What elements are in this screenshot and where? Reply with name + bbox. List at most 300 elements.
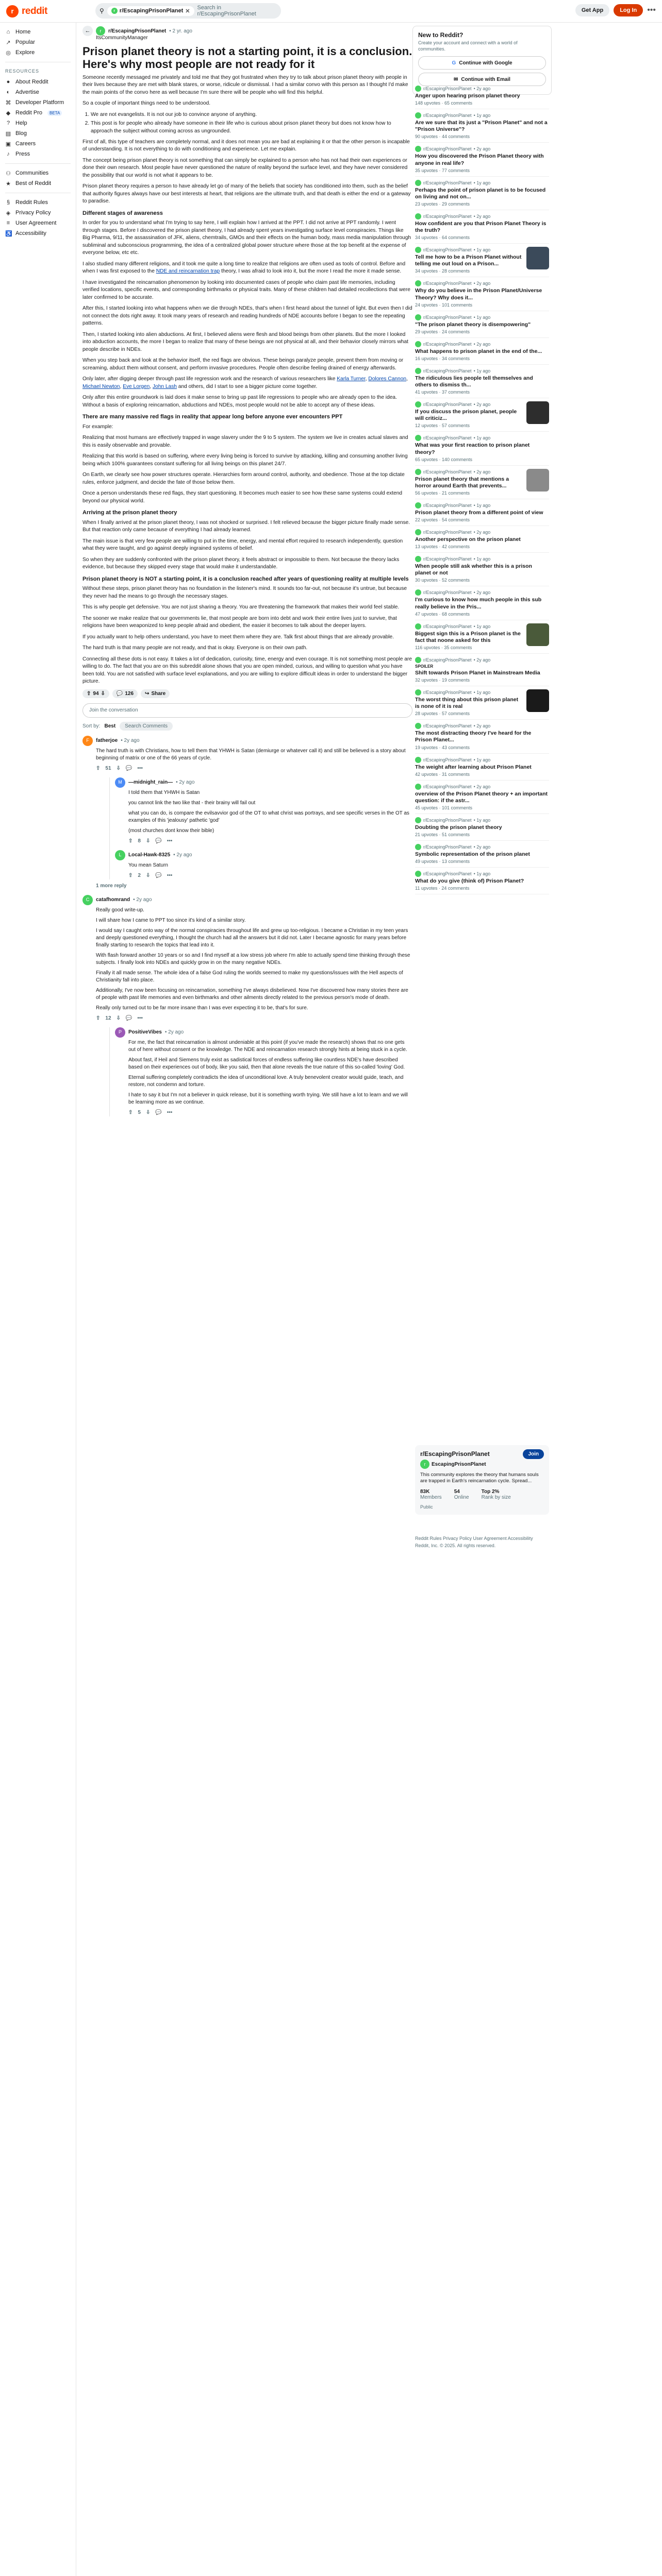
- comment-paragraph: Eternal suffering completely contradicts the idea of unconditional love. A truly benevolent creator would guide, teach, and restore, not condemn and torture.: [128, 1074, 404, 1088]
- post-body: [82, 74, 412, 686]
- related-post[interactable]: [415, 754, 549, 781]
- post-column: [82, 23, 412, 1118]
- related-post-sub: r/EscapingPrisonPlanet • 1y ago: [415, 180, 549, 186]
- related-post[interactable]: [415, 526, 549, 553]
- upvote-icon[interactable]: ⇧: [128, 1109, 133, 1115]
- related-post-title: Anger upon hearing prison planet theory: [415, 93, 520, 99]
- related-post-thumbnail: [526, 689, 549, 712]
- related-post-title: Doubting the prison planet theory: [415, 824, 502, 831]
- related-post-sub: r/EscapingPrisonPlanet • 1y ago: [415, 314, 549, 320]
- comment-body: [96, 748, 412, 890]
- book-icon: ▤: [5, 130, 11, 137]
- related-post-sub: r/EscapingPrisonPlanet • 2y ago: [415, 86, 549, 92]
- related-post[interactable]: [415, 686, 549, 720]
- join-conversation-input[interactable]: Join the conversation: [82, 703, 412, 718]
- share-button[interactable]: ↪ Share: [141, 689, 170, 698]
- related-post[interactable]: [415, 82, 549, 109]
- comment-header: [82, 736, 412, 746]
- related-post-sub: r/EscapingPrisonPlanet • 2y ago: [415, 146, 549, 152]
- related-post-title: "The prison planet theory is disempowering": [415, 321, 531, 328]
- comment-actions: ⇧ 12 ⇩ 💬 •••: [96, 1015, 143, 1021]
- community-name[interactable]: r/EscapingPrisonPlanet: [420, 1450, 490, 1458]
- share-icon: ↪: [145, 690, 150, 697]
- related-post-text: [415, 341, 549, 361]
- more-options-icon[interactable]: •••: [137, 765, 143, 771]
- related-post[interactable]: [415, 244, 549, 277]
- more-options-icon[interactable]: •••: [137, 1015, 143, 1021]
- more-options-icon[interactable]: •••: [167, 1109, 173, 1115]
- related-post[interactable]: [415, 210, 549, 244]
- downvote-icon[interactable]: ⇩: [145, 838, 151, 844]
- related-post-thumbnail: [526, 247, 549, 269]
- related-posts: [415, 82, 549, 894]
- related-post-title: When people still ask whether this is a prison planet or not: [415, 563, 532, 577]
- community-icon: [415, 689, 421, 696]
- related-post-text: [415, 502, 549, 522]
- avatar[interactable]: F: [82, 736, 93, 746]
- reddit-wordmark: reddit: [22, 5, 47, 16]
- nav-rules[interactable]: § Reddit Rules: [5, 197, 71, 208]
- join-button[interactable]: Join: [523, 1449, 544, 1459]
- related-post[interactable]: [415, 586, 549, 620]
- comments-button[interactable]: 💬 126: [112, 689, 138, 698]
- avatar[interactable]: P: [115, 1027, 125, 1038]
- related-post-title: The worst thing about this prison planet is none of it is real: [415, 697, 519, 710]
- comment-time: • 2y ago: [121, 737, 140, 743]
- related-post-meta: 90 upvotes · 44 comments: [415, 134, 470, 140]
- related-post[interactable]: [415, 720, 549, 753]
- related-post-meta: 65 upvotes · 140 comments: [415, 456, 473, 462]
- related-post-title: Why do you believe in the Prison Planet/Universe Theory? Why does it...: [415, 287, 542, 301]
- rules-icon: §: [6, 199, 10, 206]
- mic-icon: ♪: [7, 151, 10, 157]
- comment-paragraph: you cannot link the two like that - their brainy will fail out: [128, 800, 256, 806]
- nav-accessibility[interactable]: ♿ Accessibility: [5, 230, 46, 237]
- comment-paragraph: (most churches dont know their bible): [128, 827, 214, 834]
- google-icon: G: [452, 60, 456, 66]
- comment-author[interactable]: catafhomrand: [96, 896, 130, 903]
- related-post-sub: r/EscapingPrisonPlanet • 2y ago: [415, 341, 549, 347]
- top-bar: [0, 0, 662, 23]
- star-icon: ★: [6, 180, 11, 187]
- community-icon: r: [111, 8, 118, 14]
- related-post-sub: r/EscapingPrisonPlanet • 2y ago: [415, 844, 549, 850]
- pro-icon: ◆: [6, 110, 11, 116]
- community-icon: [415, 871, 421, 877]
- paragraph: If you actually want to help others understand, you have to meet them where they are. Talk first about things that are already provable.: [82, 634, 394, 640]
- comment-paragraph: Really only turned out to be far more insane than I was ever expecting it to be, that's for sure.: [96, 1005, 308, 1011]
- communities-icon: ⚇: [6, 170, 11, 177]
- related-post-text: [415, 784, 549, 810]
- community-icon: [415, 280, 421, 286]
- right-footer: Reddit Rules Privacy Policy User Agreement Accessibility Reddit, Inc. © 2025. All rights reserved.: [415, 1536, 533, 1548]
- comment-actions: ⇧ 51 ⇩ 💬 •••: [96, 765, 143, 771]
- community-icon: r: [96, 26, 105, 36]
- briefcase-icon: ▣: [5, 141, 11, 147]
- paragraph: The main issue is that very few people are willing to put in the time, energy, and mental effort required to research independently, question what they were taught, and go against deeply ingrained systems of belief.: [82, 538, 403, 552]
- nav-developer[interactable]: ⌘ Developer Platform: [5, 99, 64, 106]
- paragraph: After this, I started looking into what happens when we die through NDEs, that's when I first heard about the tunnel of light. But even then I did not connect the dots right away. It took many years of research and reading hundreds of NDE accounts before I began to see the repeating patterns.: [82, 306, 412, 327]
- community-icon: [415, 657, 421, 663]
- reply-button[interactable]: 💬: [125, 765, 133, 771]
- signup-subtitle: Create your account and connect with a world of communities.: [418, 40, 518, 52]
- related-post-meta: 30 upvotes · 52 comments: [415, 578, 470, 583]
- related-post[interactable]: [415, 499, 549, 526]
- related-post-text: [415, 86, 549, 106]
- comment-paragraph: Additionally, I've now been focusing on reincarnation, something I've always disbelieved. Now I've discovered how many stories there are of people with past life memories and even birthmarks and other ailments directly related to the previous person's mode of death.: [96, 987, 408, 1001]
- related-post-sub: r/EscapingPrisonPlanet • 1y ago: [415, 435, 549, 441]
- community-icon: [415, 502, 421, 509]
- reply-button[interactable]: 💬: [125, 1015, 133, 1021]
- related-post-title: The most distracting theory I've heard for the Prison Planet...: [415, 730, 532, 743]
- paragraph: When I finally arrived at the prison planet theory, I was not shocked or surprised. I felt relieved because the bigger picture finally made sense. But that reaction only came because of everything I had already learned.: [82, 519, 410, 533]
- nav-blog[interactable]: ▤ Blog: [5, 130, 27, 137]
- researcher-link[interactable]: Karla Turner: [337, 376, 366, 382]
- related-post-sub: r/EscapingPrisonPlanet • 1y ago: [415, 757, 549, 763]
- related-post-text: [415, 657, 549, 683]
- comment: [115, 777, 412, 845]
- sort-dropdown[interactable]: Best: [104, 723, 116, 729]
- comment-paragraph: Really good write-up.: [96, 907, 144, 913]
- get-app-button[interactable]: Get App: [575, 4, 609, 16]
- more-options-icon[interactable]: •••: [647, 6, 656, 14]
- related-post[interactable]: [415, 277, 549, 311]
- comment-body: [96, 907, 412, 1116]
- community-handle-row: r EscapingPrisonPlanet: [420, 1460, 544, 1469]
- researcher-link[interactable]: Eve Lorgen: [123, 383, 150, 389]
- nav-about[interactable]: ● About Reddit: [5, 77, 71, 87]
- paragraph: On Earth, we clearly see how power structures operate. Hierarchies form around control, authority, and obedience. Those at the top dictate rules, enforce judgment, and decide the fate of those below them.: [82, 472, 405, 485]
- related-post-text: [415, 112, 549, 139]
- downvote-icon[interactable]: ⇩: [116, 1015, 121, 1021]
- reply-button[interactable]: 💬: [155, 872, 162, 878]
- researcher-link[interactable]: Dolores Cannon: [368, 376, 407, 382]
- comment-time: • 2y ago: [173, 852, 192, 858]
- comment-paragraph: Finally it all made sense. The whole idea of a false God ruling the worlds seemed to make my questions/issues with the Hell aspects of Christianity fall into place.: [96, 970, 403, 983]
- related-post-meta: 13 upvotes · 42 comments: [415, 544, 470, 550]
- related-post-meta: 12 upvotes · 57 comments: [415, 423, 470, 429]
- upvote-icon[interactable]: ⇧: [96, 1015, 101, 1021]
- list-item: 2. This post is for people who already have someone in their life who is curious about prison planet theory but does not know how to approach the subject without coming across as ungrounded.: [91, 120, 412, 135]
- comment-paragraph: I hate to say it but I'm not a believer in quick release, but it is something worth trying. We still have a lot to learn and we will be learning more as we continue.: [128, 1092, 408, 1105]
- related-post[interactable]: [415, 398, 549, 432]
- researcher-link[interactable]: Michael Newton: [82, 383, 120, 389]
- related-post[interactable]: [415, 338, 549, 365]
- community-icon: [415, 112, 421, 118]
- comment-header: [115, 777, 412, 788]
- related-post-meta: 24 upvotes · 101 comments: [415, 302, 473, 308]
- related-post-meta: 34 upvotes · 64 comments: [415, 235, 470, 241]
- nav-advertise[interactable]: ◐ Advertise: [5, 87, 71, 97]
- post-title: Prison planet theory is not a starting point, it is a conclusion. Here's why most people are not ready for it: [82, 45, 412, 71]
- post-author[interactable]: ItsCommunityManager: [96, 35, 148, 41]
- related-post-text: [415, 817, 549, 837]
- related-post-text: [415, 871, 549, 891]
- paragraph: For example:: [82, 423, 113, 430]
- reply-thread: [109, 1027, 412, 1116]
- related-post[interactable]: [415, 143, 549, 176]
- related-post[interactable]: [415, 177, 549, 210]
- community-icon: [415, 368, 421, 374]
- nav-best-of[interactable]: ★ Best of Reddit: [6, 180, 52, 187]
- numbered-list: [82, 111, 412, 135]
- community-icon: [415, 86, 421, 92]
- avatar[interactable]: L: [115, 850, 125, 860]
- google-signup-button[interactable]: G Continue with Google: [418, 56, 546, 70]
- more-replies-link[interactable]: 1 more reply: [96, 883, 127, 889]
- comment: [115, 1027, 412, 1116]
- comment-author[interactable]: —midnight_rain—: [128, 779, 173, 785]
- upvote-icon[interactable]: ⇧: [128, 838, 133, 844]
- code-icon: ⌘: [5, 99, 11, 106]
- back-button[interactable]: ←: [82, 26, 93, 36]
- section-heading: Prison planet theory is NOT a starting point, it is a conclusion reached after years of questioning reality at multiple levels: [82, 575, 409, 582]
- nav-careers[interactable]: ▣ Careers: [5, 141, 36, 147]
- related-post-title: What happens to prison planet in the end of the...: [415, 348, 542, 354]
- downvote-icon[interactable]: ⇩: [116, 765, 121, 771]
- comment-actions: ⇧ 2 ⇩ 💬 •••: [128, 872, 173, 878]
- related-post-meta: 49 upvotes · 13 comments: [415, 859, 470, 865]
- search-bar[interactable]: [95, 3, 281, 19]
- related-post-title: Prison planet theory that mentions a horror around Earth that prevents...: [415, 476, 509, 489]
- related-post-meta: 47 upvotes · 68 comments: [415, 611, 470, 617]
- related-post-title: The ridiculous lies people tell themselves and others to dismiss th...: [415, 375, 533, 388]
- community-icon: [415, 529, 421, 535]
- nav-explore[interactable]: ◎ Explore: [6, 49, 35, 56]
- related-post-title: Shift towards Prison Planet in Mainstream Media: [415, 669, 540, 676]
- beta-badge: BETA: [47, 110, 62, 116]
- login-button[interactable]: Log In: [614, 4, 643, 16]
- reddit-logo-icon: r: [6, 5, 19, 18]
- related-post[interactable]: [415, 654, 549, 686]
- resources-heading: RESOURCES: [5, 69, 40, 74]
- downvote-icon[interactable]: ⇩: [145, 1109, 151, 1115]
- document-icon: ≡: [6, 220, 10, 226]
- related-post[interactable]: [415, 781, 549, 814]
- shield-icon: ◈: [6, 210, 11, 216]
- related-post-text: [415, 556, 549, 583]
- related-post-text: [415, 623, 523, 650]
- paragraph: Only later, after digging deeper through past life regression work and the research of various researchers like Karla Turner, Dolores Cannon, Michael Newton, Eve Lorgen, John Lash and others, did I start to see a bigger picture come together.: [82, 376, 408, 389]
- related-post-meta: 11 upvotes · 24 comments: [415, 886, 470, 891]
- reddit-icon: ●: [6, 79, 10, 85]
- related-post-text: [415, 247, 523, 274]
- related-post[interactable]: [415, 109, 549, 143]
- email-signup-button[interactable]: ✉ Continue with Email: [418, 73, 546, 86]
- related-post-title: Tell me how to be a Prison Planet without telling me out loud on a Prison...: [415, 254, 522, 267]
- comment-body: [128, 1039, 412, 1116]
- divider: [5, 163, 71, 164]
- nav-reddit-pro[interactable]: ◆ Reddit Pro BETA: [5, 108, 71, 118]
- related-post[interactable]: [415, 311, 549, 338]
- paragraph: Connecting all these dots is not easy. It takes a lot of dedication, curiosity, time, energy and even courage. It is not something most people are willing to do. The fact that you are on this subreddit alone shows that you are open minded, curious, and willing to question what you have been told. You are not satisfied with surface level explanations, and you are willing to explore difficult ideas in order to understand the bigger picture.: [82, 656, 412, 685]
- paragraph: Without these steps, prison planet theory has no foundation in the listener's mind. It sounds too far-out, not because it's untrue, but because they never had the means to go through the necessary stages.: [82, 586, 407, 599]
- related-post-title: If you discuss the prison planet, people will criticiz...: [415, 409, 517, 422]
- nav-communities[interactable]: ⚇ Communities: [6, 170, 49, 177]
- community-icon: [415, 341, 421, 347]
- related-post-title: The weight after learning about Prison Planet: [415, 764, 532, 770]
- related-post-sub: r/EscapingPrisonPlanet • 1y ago: [415, 247, 523, 253]
- comment: [82, 736, 412, 890]
- comment: [115, 850, 412, 879]
- community-icon: [415, 589, 421, 596]
- comment-time: • 2y ago: [133, 896, 152, 903]
- related-post[interactable]: [415, 365, 549, 398]
- related-post[interactable]: [415, 553, 549, 586]
- comment-search-input[interactable]: Search Comments: [120, 722, 173, 731]
- comment-paragraph: I told them that YHWH is Satan: [128, 789, 200, 795]
- nav-help[interactable]: ? Help: [5, 118, 71, 128]
- section-heading: There are many massive red flags in reality that appear long before anyone ever encounters PPT: [82, 414, 343, 420]
- related-post-sub: r/EscapingPrisonPlanet • 1y ago: [415, 623, 523, 630]
- comment-header: [82, 895, 412, 905]
- vote-control[interactable]: ⇧ 94 ⇩: [82, 689, 109, 698]
- community-icon: [415, 784, 421, 790]
- comment-paragraph: About fast, if Heil and Siemens truly exist as sadistical forces of endless suffering like countless NDE's have described based on their experiences out of body, like you said, then that alone reveals the true nature of this so-called 'loving' God.: [128, 1057, 405, 1070]
- comment-author[interactable]: PositiveVibes: [128, 1029, 162, 1035]
- upvote-icon[interactable]: ⇧: [87, 690, 91, 697]
- researcher-link[interactable]: John Lash: [152, 383, 177, 389]
- related-post-title: What was your first reaction to prison planet theory?: [415, 442, 530, 455]
- search-icon: ⚲: [100, 7, 104, 14]
- related-post-meta: 35 upvotes · 77 comments: [415, 167, 470, 173]
- paragraph: This is why people get defensive. You are not just sharing a theory. You are threatening the framework that makes their world feel stable.: [82, 604, 400, 611]
- related-post-meta: 29 upvotes · 24 comments: [415, 329, 470, 334]
- related-post-meta: 34 upvotes · 28 comments: [415, 268, 470, 274]
- sort-label: Sort by:: [82, 723, 101, 729]
- comment-body: [128, 789, 412, 845]
- megaphone-icon: ◐: [6, 89, 10, 95]
- related-post-sub: r/EscapingPrisonPlanet • 1y ago: [415, 556, 549, 562]
- paragraph: The concept being prison planet theory is not something that can simply be explained to a person who has not had their own experiences or done their own research. Most people have never questioned the nature of reality beyond the surface level, and they have never considered the possibility that our world is not what it appears to be.: [82, 157, 408, 178]
- comment-time: • 2y ago: [176, 779, 195, 785]
- search-community-chip[interactable]: r r/EscapingPrisonPlanet ✕: [107, 6, 194, 16]
- community-icon: [415, 817, 421, 823]
- related-post-text: [415, 757, 549, 777]
- related-post[interactable]: [415, 868, 549, 894]
- related-post-meta: 148 upvotes · 65 comments: [415, 100, 473, 106]
- close-icon[interactable]: ✕: [185, 8, 190, 14]
- avatar[interactable]: M: [115, 777, 125, 788]
- related-post-sub: r/EscapingPrisonPlanet • 2y ago: [415, 469, 523, 475]
- related-post-thumbnail: [526, 469, 549, 492]
- related-post-sub: r/EscapingPrisonPlanet • 2y ago: [415, 657, 549, 663]
- community-icon: [415, 623, 421, 630]
- nav-privacy[interactable]: ◈ Privacy Policy: [6, 210, 51, 216]
- more-options-icon[interactable]: •••: [167, 872, 173, 878]
- community-icon: [415, 757, 421, 763]
- related-post-title: Perhaps the point of prison planet is to be focused on living and not on...: [415, 187, 546, 200]
- comment-paragraph: With flash forward another 10 years or so and I find myself at a low stress job where I'm able to actually spend time thinking through these subjects. I finally look into NDEs and quickly grow in on the many negative NDEs.: [96, 952, 410, 965]
- comment-author[interactable]: fatherjoe: [96, 737, 118, 743]
- comment-list: [82, 736, 412, 1116]
- paragraph: In order for you to understand what I'm trying to say here, I will explain how I arrived at the PPT. I did not arrive at PPT randomly. I went through stages. Before I discovered the prison planet theory, I had already spent years investigating surface level conspiracies. Things like Big Pharma, 9/11, the assassination of JFK, aliens, chemtrails, GMOs and their effects on the human body, mass media manipulation through subliminal and subconscious programming, the idea of a centralized global power structure where those at the top benefit at the expense of everyone below, etc etc.: [82, 220, 411, 256]
- community-card: [415, 1445, 549, 1515]
- nav-home[interactable]: ⌂ Home: [5, 27, 71, 37]
- related-post-sub: r/EscapingPrisonPlanet • 2y ago: [415, 213, 549, 219]
- section-heading: Different stages of awareness: [82, 210, 163, 216]
- post-subreddit[interactable]: r/EscapingPrisonPlanet: [108, 28, 167, 34]
- paragraph: Then, I started looking into alien abductions. At first, I believed aliens were flesh and blood beings from other planets. But the more I looked into abduction accounts, the more I began to realize that many of these beings are not physical at all, and their behavior closely mirrors what people describe in NDEs.: [82, 331, 408, 352]
- reply-button[interactable]: 💬: [155, 1109, 162, 1115]
- related-post-meta: 16 upvotes · 34 comments: [415, 355, 470, 361]
- related-post[interactable]: [415, 466, 549, 499]
- paragraph: Prison planet theory requires a person to have already let go of many of the beliefs that society has conditioned into them, such as the belief that authority figures always have our best interests at heart, that religions are the ultimate truth, and that death is either the end or a gateway to paradise.: [82, 183, 411, 205]
- downvote-icon[interactable]: ⇩: [145, 872, 151, 878]
- paragraph: Realizing that most humans are effectively trapped in wage slavery under the 9 to 5 system. The system we live in creates actual slaves and this is easily observable and provable.: [82, 435, 408, 448]
- comment-actions: ⇧ 8 ⇩ 💬 •••: [128, 838, 173, 844]
- related-post-meta: 19 upvotes · 43 comments: [415, 744, 470, 750]
- upvote-icon[interactable]: ⇧: [128, 872, 133, 878]
- related-post-text: [415, 146, 549, 173]
- reply-thread: [109, 777, 412, 879]
- paragraph: When you step back and look at the behavior itself, the red flags are obvious. These beings paralyze people, prevent them from moving or screaming, abduct them without consent, and perform invasive procedures. People often describe feeling drained of energy afterwards.: [82, 358, 404, 371]
- related-post-meta: 45 upvotes · 101 comments: [415, 805, 473, 810]
- search-input[interactable]: Search in r/EscapingPrisonPlanet: [197, 5, 256, 17]
- reply-button[interactable]: 💬: [155, 838, 162, 844]
- related-post-text: [415, 435, 549, 462]
- paragraph: Someone recently messaged me privately and told me that they got frustrated when they try to talk about prison planet theory with people in their lives because they are met with blank stares, or worse, ridicule or dismissal. I had a similar convo with this person as I thought I'd make the main points of the convo here as well because I'm sure there will be people who will find this helpful.: [82, 74, 408, 95]
- related-post[interactable]: [415, 620, 549, 654]
- section-heading: Arriving at the prison planet theory: [82, 510, 177, 516]
- related-post-meta: 22 upvotes · 54 comments: [415, 517, 470, 522]
- related-post[interactable]: [415, 814, 549, 841]
- related-post-text: [415, 469, 523, 496]
- community-icon: [415, 314, 421, 320]
- related-post-title: overview of the Prison Planet theory + an important question: if the astr...: [415, 790, 548, 804]
- comment-author[interactable]: Local-Hawk-8325: [128, 852, 171, 858]
- related-post-text: [415, 529, 549, 549]
- community-description: This community explores the theory that humans souls are trapped in Earth's reincarnation cycle. Spread...: [420, 1472, 539, 1484]
- related-post-title: I'm curious to know how much people in this sub really believe in the Pris...: [415, 597, 542, 610]
- related-post-text: [415, 280, 549, 307]
- left-sidebar: [0, 23, 76, 2576]
- upvote-icon[interactable]: ⇧: [96, 765, 101, 771]
- nav-agreement[interactable]: ≡ User Agreement: [5, 218, 71, 228]
- paragraph: Only after this entire groundwork is laid does it make sense to bring up past life regressions to people who are already open to the idea. Without a basis of exploring reincarnation, abductions and NDEs, most people would not be able to accept any of these ideas.: [82, 395, 397, 408]
- reddit-logo[interactable]: [6, 5, 84, 18]
- paragraph: The sooner we make realize that our governments lie, that most people are born into debt and work their entire lives just to survive, that religions have been weaponized to keep people afraid and obedient, the easier it becomes to talk about the deeper layers.: [82, 615, 397, 629]
- comment-body: [128, 862, 412, 879]
- related-post-sub: r/EscapingPrisonPlanet • 1y ago: [415, 368, 549, 374]
- signup-title: New to Reddit?: [418, 31, 464, 39]
- avatar[interactable]: C: [82, 895, 93, 905]
- community-icon: r: [420, 1460, 429, 1469]
- community-icon: [415, 844, 421, 850]
- community-icon: [415, 469, 421, 475]
- more-options-icon[interactable]: •••: [167, 838, 173, 844]
- related-post-text: [415, 844, 549, 864]
- related-post-title: Another perspective on the prison planet: [415, 536, 521, 543]
- related-post-title: What do you give (think of) Prison Planet?: [415, 878, 524, 885]
- nde-trap-link[interactable]: NDE and reincarnation trap: [156, 268, 220, 275]
- downvote-icon[interactable]: ⇩: [101, 690, 105, 697]
- related-post-meta: 56 upvotes · 21 comments: [415, 490, 470, 496]
- nav-popular[interactable]: ↗ Popular: [6, 39, 35, 46]
- related-post-sub: r/EscapingPrisonPlanet • 2y ago: [415, 529, 549, 535]
- related-post-sub: r/EscapingPrisonPlanet • 2y ago: [415, 723, 549, 729]
- related-post-title: Are we sure that its just a "Prison Planet" and not a "Prison Universe"?: [415, 120, 548, 133]
- related-post-meta: 23 upvotes · 29 comments: [415, 201, 470, 207]
- spoiler-tag: SPOILER: [415, 664, 434, 669]
- comment-actions: ⇧ 5 ⇩ 💬 •••: [128, 1109, 173, 1115]
- related-post[interactable]: [415, 432, 549, 465]
- paragraph: Once a person understands these red flags, they start questioning. It becomes much easier to see how these same systems could extend beyond our physical world.: [82, 490, 403, 504]
- comment-paragraph: what you can do, is compare the evilsavvior god of the OT to what christ was portrays, and see specific verses in the OT as examples of this 'jealousy' pathetic 'god': [128, 810, 409, 823]
- related-post[interactable]: [415, 841, 549, 868]
- nav-press[interactable]: ♪ Press: [5, 149, 71, 159]
- paragraph: So a couple of important things need to be understood.: [82, 100, 211, 107]
